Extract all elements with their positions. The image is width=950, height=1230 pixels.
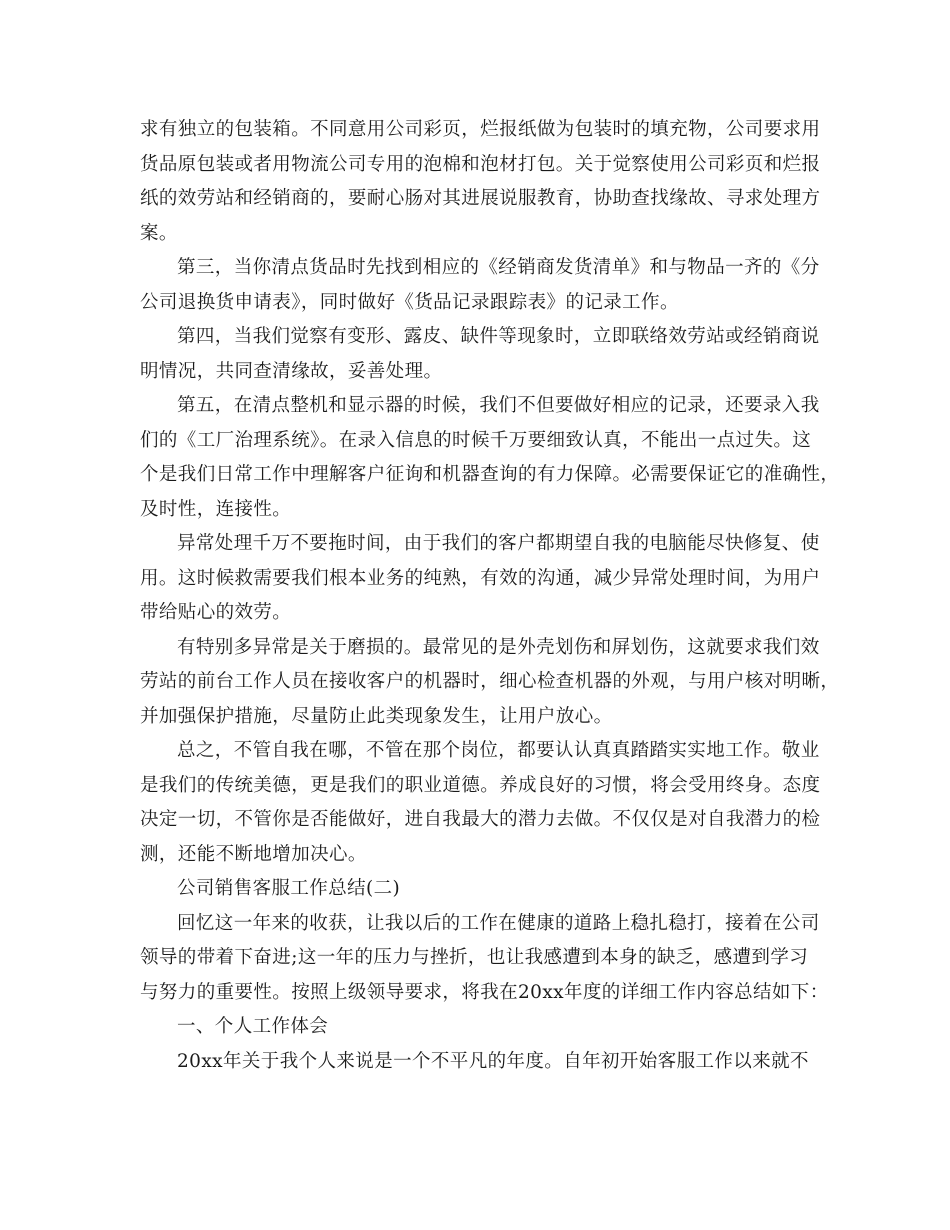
text-line: 有特别多异常是关于磨损的。最常见的是外壳划伤和屏划伤，这就要求我们效	[177, 636, 820, 658]
text-line: 个是我们日常工作中理解客户征询和机器查询的有力保障。必需要保证它的准确性，	[140, 464, 840, 485]
subsection-title-text: 一、个人工作体会	[177, 1016, 329, 1037]
paragraph-review	[140, 907, 829, 1011]
text-line: 纸的效劳站和经销商的，要耐心肠对其进展说服教育，协助查找缘故、寻求处理方	[140, 188, 821, 209]
paragraph-exception-handling	[140, 527, 820, 631]
text-line: 明情况，共同查清缘故，妥善处理。	[140, 360, 443, 382]
text-line: 并加强保护措施，尽量防止此类现象发生，让用户放心。	[140, 705, 613, 727]
text-line: 第三，当你清点货品时先找到相应的《经销商发货清单》和与物品一齐的《分	[177, 257, 820, 278]
paragraph-packaging	[140, 113, 820, 251]
section-title-text: 公司销售客服工作总结(二)	[177, 878, 401, 899]
text-line: 公司退换货申请表》，同时做好《货品记录跟踪表》的记录工作。	[140, 291, 679, 313]
section-title	[140, 872, 820, 907]
paragraph-year	[140, 1045, 820, 1080]
paragraph-fourth	[140, 320, 820, 389]
paragraph-fifth	[140, 389, 840, 527]
text-line: 领导的带着下奋进;这一年的压力与挫折，也让我感遭到本身的缺乏，感遭到学习	[140, 947, 809, 968]
text-line: 是我们的传统美德，更是我们的职业道德。养成良好的习惯，将会受用终身。态度	[140, 774, 821, 796]
text-line: 案。	[140, 222, 178, 244]
text-line: 第五，在清点整机和显示器的时候，我们不但要做好相应的记录，还要录入我	[177, 395, 820, 416]
text-line: 测，还能不断地增加决心。	[140, 843, 367, 865]
text-line: 求有独立的包装箱。不同意用公司彩页，烂报纸做为包装时的填充物，公司要求用	[140, 119, 821, 140]
text-line: 劳站的前台工作人员在接收客户的机器时，细心检查机器的外观，与用户核对明晰，	[140, 671, 840, 692]
text-line: 们的《工厂治理系统》。在录入信息的时候千万要细致认真，不能出一点过失。这	[140, 429, 812, 451]
paragraph-conclusion	[140, 734, 820, 872]
text-line: 总之，不管自我在哪，不管在那个岗位，都要认认真真踏踏实实地工作。敬业	[177, 740, 820, 761]
text-line: 货品原包装或者用物流公司专用的泡棉和泡材打包。关于觉察使用公司彩页和烂报	[140, 153, 821, 175]
text-line: 第四，当我们觉察有变形、露皮、缺件等现象时，立即联络效劳站或经销商说	[177, 326, 820, 347]
paragraph-third	[140, 251, 820, 320]
text-line: 20xx年关于我个人来说是一个不平凡的年度。自年初开始客服工作以来就不	[177, 1050, 809, 1072]
text-line: 及时性，连接性。	[140, 498, 292, 520]
text-line: 异常处理千万不要拖时间，由于我们的客户都期望自我的电脑能尽快修复、使	[177, 533, 820, 554]
text-line: 带给贴心的效劳。	[140, 602, 292, 623]
text-line: 用。这时候救需要我们根本业务的纯熟，有效的沟通，减少异常处理时间，为用户	[140, 567, 821, 589]
document-body	[140, 113, 840, 1079]
text-line: 与努力的重要性。按照上级领导要求，将我在20xx年度的详细工作内容总结如下：	[140, 981, 829, 1003]
text-line: 决定一切，不管你是否能做好，进自我最大的潜力去做。不仅仅是对自我潜力的检	[140, 809, 821, 830]
subsection-title	[140, 1010, 820, 1045]
text-line: 回忆这一年来的收获，让我以后的工作在健康的道路上稳扎稳打，接着在公司	[177, 912, 820, 934]
paragraph-wear	[140, 631, 840, 735]
